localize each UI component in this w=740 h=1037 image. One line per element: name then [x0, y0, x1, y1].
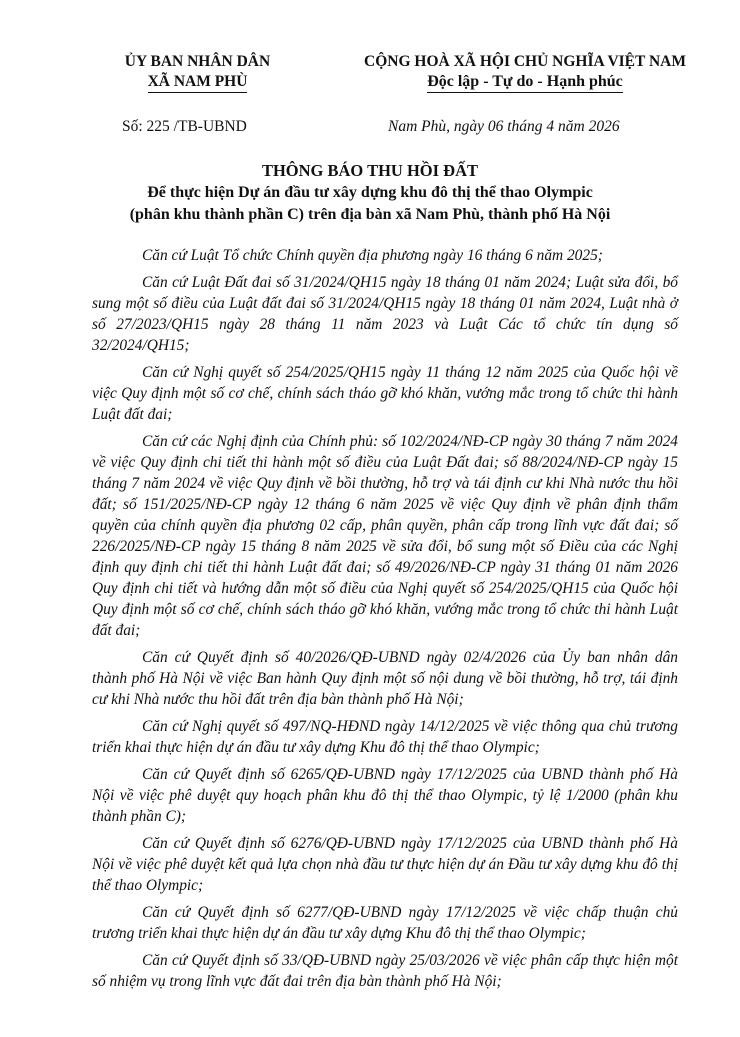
legal-basis-paragraph: Căn cứ Luật Tổ chức Chính quyền địa phương ngày 16 tháng 6 năm 2025; [142, 247, 603, 264]
authority-line-1: ỦY BAN NHÂN DÂN [124, 53, 271, 70]
legal-basis-paragraph: Căn cứ Quyết định số 6277/QĐ-UBND ngày 17/12/2025 về việc chấp thuận chủ trương triển khai thực hiện dự án đầu tư xây dựng Khu đô thị thể thao Olympic; [92, 904, 678, 942]
legal-basis-paragraph: Căn cứ Quyết định số 6265/QĐ-UBND ngày 17/12/2025 của UBND thành phố Hà Nội về việc phê duyệt quy hoạch phân khu đô thị thể thao Olympic, tỷ lệ 1/2000 (phân khu thành phần C); [92, 766, 678, 825]
national-heading [340, 52, 710, 93]
national-motto: Độc lập - Tự do - Hạnh phúc [427, 72, 623, 93]
legal-basis-paragraph: Căn cứ Luật Đất đai số 31/2024/QH15 ngày 18 tháng 01 năm 2024; Luật sửa đổi, bổ sung một số điều của Luật đất đai số 31/2024/QH15 ngày 18 tháng 01 năm 2024, Luật nhà ở số 27/2023/QH15 ngày 28 tháng 11 năm 2023 và Luật Các tổ chức tín dụng số 32/2024/QH15; [92, 274, 678, 354]
legal-basis-paragraph: Căn cứ các Nghị định của Chính phủ: số 102/2024/NĐ-CP ngày 30 tháng 7 năm 2024 về việc Quy định chi tiết thi hành một số điều của Luật Đất đai; số 88/2024/NĐ-CP ngày 15 tháng 7 năm 2024 về việc Quy định về bồi thường, hỗ trợ và tái định cư khi Nhà nước thu hồi đất; số 151/2025/NĐ-CP ngày 12 tháng 6 năm 2025 về việc Quy định về phân định thẩm quyền của chính quyền địa phương 02 cấp, phân quyền, phân cấp trong lĩnh vực đất đai; số 226/2025/NĐ-CP ngày 15 tháng 8 năm 2025 về sửa đổi, bổ sung một số Điều của các Nghị định quy định chi tiết thi hành Luật đất đai; số 49/2026/NĐ-CP ngày 31 tháng 01 năm 2026 Quy định chi tiết và hướng dẫn một số điều của Nghị quyết số 254/2025/QH15 của Quốc hội Quy định một số cơ chế, chính sách tháo gỡ khó khăn, vướng mắc trong tổ chức thi hành Luật đất đai; [92, 433, 678, 639]
document-subtitle-line-2: (phân khu thành phần C) trên địa bàn xã Nam Phù, thành phố Hà Nội [129, 206, 611, 223]
document-header [0, 52, 740, 122]
document-title: THÔNG BÁO THU HỒI ĐẤT [261, 161, 479, 180]
legal-basis-paragraph: Căn cứ Quyết định số 6276/QĐ-UBND ngày 17/12/2025 của UBND thành phố Hà Nội về việc phê duyệt kết quả lựa chọn nhà đầu tư thực hiện dự án Đầu tư xây dựng khu đô thị thể thao Olympic; [92, 835, 678, 894]
place-and-date: Nam Phù, ngày 06 tháng 4 năm 2026 [388, 118, 620, 135]
legal-bases [92, 245, 678, 998]
legal-basis-paragraph: Căn cứ Quyết định số 40/2026/QĐ-UBND ngày 02/4/2026 của Ủy ban nhân dân thành phố Hà Nội về việc Ban hành Quy định một số nội dung về bồi thường, hỗ trợ, tái định cư khi Nhà nước thu hồi đất trên địa bàn thành phố Hà Nội; [92, 649, 678, 708]
legal-basis-paragraph: Căn cứ Quyết định số 33/QĐ-UBND ngày 25/03/2026 về việc phân cấp thực hiện một số nhiệm vụ trong lĩnh vực đất đai trên địa bàn thành phố Hà Nội; [92, 952, 678, 990]
legal-basis-paragraph: Căn cứ Nghị quyết số 497/NQ-HĐND ngày 14/12/2025 về việc thông qua chủ trương triển khai thực hiện dự án đầu tư xây dựng Khu đô thị thể thao Olympic; [92, 718, 678, 756]
reference-line [0, 118, 740, 140]
legal-basis-paragraph: Căn cứ Nghị quyết số 254/2025/QH15 ngày 11 tháng 12 năm 2025 của Quốc hội về việc Quy định một số cơ chế, chính sách tháo gỡ khó khăn, vướng mắc trong tổ chức thi hành Luật đất đai; [92, 364, 678, 423]
authority-line-2: XÃ NAM PHÙ [148, 72, 248, 93]
document-subtitle-line-1: Để thực hiện Dự án đầu tư xây dựng khu đô thị thể thao Olympic [147, 184, 593, 201]
document-number: Số: 225 /TB-UBND [122, 118, 247, 135]
issuing-authority [105, 52, 290, 93]
document-title-block [80, 160, 660, 226]
nation-name: CỘNG HOÀ XÃ HỘI CHỦ NGHĨA VIỆT NAM [364, 53, 686, 70]
